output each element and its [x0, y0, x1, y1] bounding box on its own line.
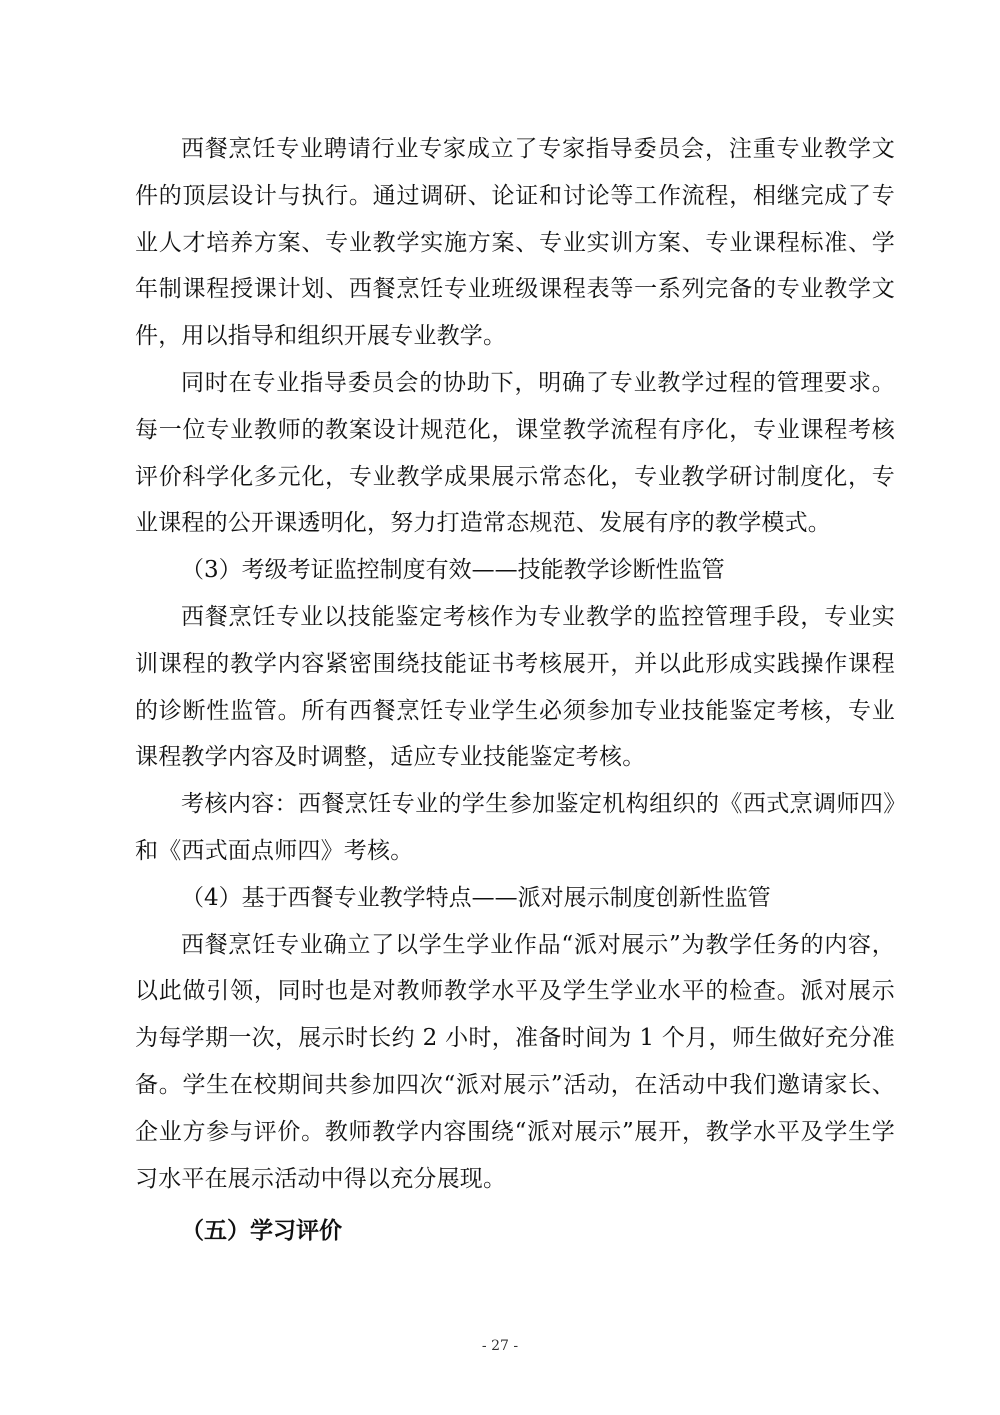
paragraph-assessment-content: 考核内容：西餐烹饪专业的学生参加鉴定机构组织的《西式烹调师四》和《西式面点师四》考核。 — [135, 791, 895, 864]
heading-party-showcase: （4）基于西餐专业教学特点——派对展示制度创新性监管 — [181, 884, 771, 911]
document-body — [135, 126, 895, 1255]
paragraph-skill-assessment: 西餐烹饪专业以技能鉴定考核作为专业教学的监控管理手段，专业实训课程的教学内容紧密围绕技能证书考核展开，并以此形成实践操作课程的诊断性监管。所有西餐烹饪专业学生必须参加专业技能鉴定考核，专业课程教学内容及时调整，适应专业技能鉴定考核。 — [135, 603, 895, 771]
page-number: - 27 - — [481, 1338, 519, 1354]
paragraph-party-showcase: 西餐烹饪专业确立了以学生学业作品“派对展示”为教学任务的内容，以此做引领，同时也是对教师教学水平及学生学业水平的检查。派对展示为每学期一次，展示时长约 2 小时，准备时间为 1 个月，师生做好充分准备。学生在校期间共参加四次“派对展示”活动，在活动中我们邀请家长、企业方参与评价。教师教学内容围绕“派对展示”展开，教学水平及学生学习水平在展示活动中得以充分展现。 — [135, 931, 895, 1192]
section-title-learning-evaluation: （五）学习评价 — [181, 1217, 342, 1245]
heading-skill-certification: （3）考级考证监控制度有效——技能教学诊断性监管 — [181, 557, 725, 584]
paragraph-expert-committee: 西餐烹饪专业聘请行业专家成立了专家指导委员会，注重专业教学文件的顶层设计与执行。通过调研、论证和讨论等工作流程，相继完成了专业人才培养方案、专业教学实施方案、专业实训方案、专业课程标准、学年制课程授课计划、西餐烹饪专业班级课程表等一系列完备的专业教学文件，用以指导和组织开展专业教学。 — [135, 136, 895, 350]
paragraph-management-requirements: 同时在专业指导委员会的协助下，明确了专业教学过程的管理要求。每一位专业教师的教案设计规范化，课堂教学流程有序化，专业课程考核评价科学化多元化，专业教学成果展示常态化，专业教学研讨制度化，专业课程的公开课透明化，努力打造常态规范、发展有序的教学模式。 — [135, 369, 895, 537]
